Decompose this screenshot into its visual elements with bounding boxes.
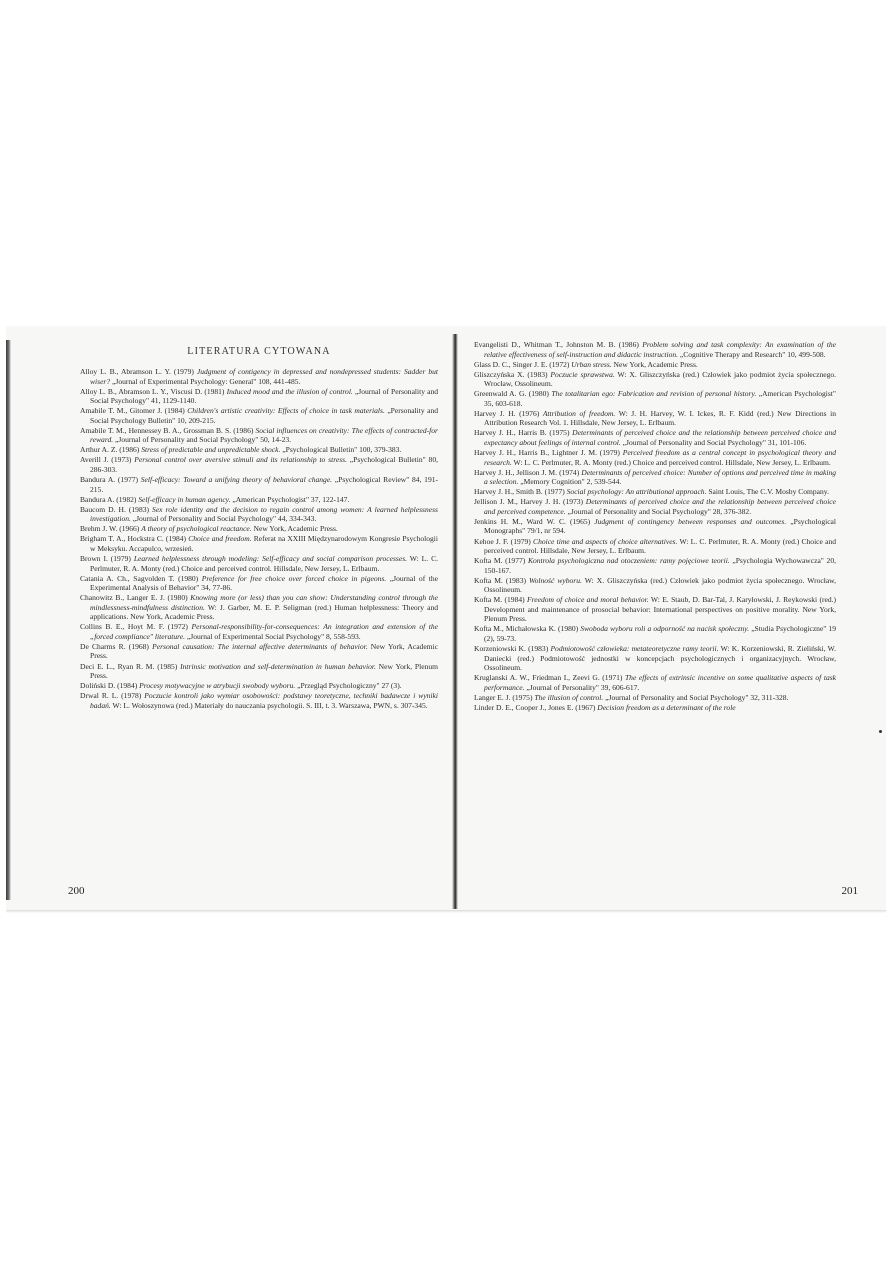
reference-author: Harvey J. H. (1976) <box>474 408 543 418</box>
reference-title: The illusion of control. <box>534 692 604 702</box>
reference-title: Self-efficacy: Toward a unifying theory of behavioral change. <box>140 475 333 485</box>
reference-entry <box>80 475 438 494</box>
reference-entry <box>80 367 438 386</box>
reference-source: W: K. Korzeniowski, R. Zieliński, W. Daniecki (red.) Podmiotowość jednostki w koncepcjach psychologicznych i organizacyjnych. Wrocław, Ossolineum. <box>484 644 836 672</box>
reference-entry <box>474 576 836 595</box>
reference-author: Glass D. C., Singer J. E. (1972) <box>474 359 572 369</box>
reference-author: Gliszczyńska X. (1983) <box>474 369 551 379</box>
reference-entry <box>80 524 438 534</box>
reference-author: Kehoe J. F. (1979) <box>474 536 534 546</box>
reference-author: Doliński D. (1984) <box>80 681 140 691</box>
reference-source: W: L. C. Perlmuter, R. A. Monty (red.) Choice and perceived control. Hillsdale, New Jersey, L. Erlbaum. <box>511 457 831 467</box>
reference-entry <box>474 703 836 713</box>
reference-author: Drwal R. L. (1978) <box>80 691 145 701</box>
reference-entry <box>80 426 438 445</box>
reference-source: New York, Plenum Press. <box>90 661 438 680</box>
reference-entry <box>80 495 438 505</box>
reference-entry <box>80 662 438 681</box>
page-heading: LITERATURA CYTOWANA <box>187 346 331 357</box>
reference-author: Baucom D. H. (1983) <box>80 504 153 514</box>
reference-entry <box>474 428 836 447</box>
reference-author: Kofta M., Michałowska K. (1980) <box>474 624 581 634</box>
reference-entry <box>474 487 836 497</box>
reference-title: Urban stress. <box>571 359 612 369</box>
reference-title: The effects of extrinsic incentive on some qualitative aspects of task performance. <box>484 673 837 692</box>
reference-title: Wolność wyboru. <box>529 575 582 585</box>
reference-title: Intrinsic motivation and self-determination in human behavior. <box>180 661 376 671</box>
reference-source: W: J. H. Harvey, W. I. Ickes, R. F. Kidd (red.) New Directions in Attribution Research Vol. 1. Hillsdale, New Jersey, L. Erlbaum. <box>484 408 836 428</box>
reference-source: W: L. Wołoszynowa (red.) Materiały do nauczania psychologii. S. III, t. 3. Warszawa, PWN, s. 307-345. <box>110 700 428 710</box>
reference-entry <box>474 497 836 516</box>
reference-title: Poczucie sprawstwa. <box>550 369 615 379</box>
reference-source: „Personality and Social Psychology Bulletin" 10, 209-215. <box>90 406 439 425</box>
reference-title: Induced mood and the illusion of control. <box>226 386 353 396</box>
reference-source: „Journal of Experimental Psychology: General" 108, 441-485. <box>110 376 301 386</box>
reference-source: „Psychological Bulletin" 80, 286-303. <box>90 455 438 474</box>
reference-title: Problem solving and task complexity: An examination of the relative effectiveness of self-instruction and didactic instruction. <box>484 340 836 359</box>
reference-author: Alloy L. B., Abramson L. Y., Viscusi D. (1981) <box>80 386 227 396</box>
reference-source: „American Psychologist" 35, 603-618. <box>484 389 836 408</box>
reference-entry <box>474 537 836 556</box>
reference-source: „Journal of Personality and Social Psychology" 32, 311-328. <box>603 692 789 702</box>
reference-source: „Studia Psychologiczne" 19 (2), 59-73. <box>484 624 837 643</box>
reference-author: Harvey J. H., Smith B. (1977) <box>474 487 567 497</box>
reference-title: Personal causation: The internal affective determinants of behavior. <box>152 641 368 651</box>
reference-source: „Journal of Personality and Social Psychology" 44, 334-343. <box>130 514 317 524</box>
reference-entry <box>474 360 836 370</box>
reference-author: Jellison J. M., Harvey J. H. (1973) <box>474 497 586 507</box>
reference-entry <box>80 387 438 406</box>
reference-title: Preference for free choice over forced choice in pigeons. <box>201 573 387 583</box>
reference-entry <box>474 468 836 487</box>
reference-entry <box>474 556 836 575</box>
reference-author: Bandura A. (1977) <box>80 475 141 485</box>
reference-title: Freedom of choice and moral behavior. <box>527 595 649 605</box>
reference-author: Bandura A. (1982) <box>80 494 139 504</box>
reference-author: Jenkins H. M., Ward W. C. (1965) <box>474 516 595 526</box>
reference-title: Self-efficacy in human agency. <box>138 494 231 504</box>
reference-author: Harvey J. H., Jellison J. M. (1974) <box>474 467 582 477</box>
reference-entry <box>80 505 438 524</box>
reference-list <box>474 340 836 712</box>
reference-author: Deci E. L., Ryan R. M. (1985) <box>80 661 181 671</box>
reference-author: Korzeniowski K. (1983) <box>474 644 551 653</box>
reference-author: Chanowitz B., Langer E. J. (1980) <box>80 593 191 603</box>
reference-title: Procesy motywacyjne w atrybucji swobody wyboru. <box>139 681 296 691</box>
reference-entry <box>474 389 836 408</box>
reference-author: Kruglanski A. W., Friedman I., Zeevi G. (1971) <box>474 673 625 683</box>
reference-title: Choice time and aspects of choice alternatives. <box>533 536 678 546</box>
reference-source: „Journal of Personality and Social Psychology" 31, 101-106. <box>620 437 807 447</box>
reference-entry <box>474 517 836 536</box>
reference-source: New York, Academic Press. <box>611 359 698 369</box>
reference-entry <box>474 693 836 703</box>
reference-title: Decision freedom as a determinant of the role <box>597 702 736 712</box>
reference-title: Judgment of contigency in depressed and nondepressed students: Sadder but wiser? <box>90 367 438 386</box>
reference-entry <box>80 445 438 455</box>
reference-title: Perceived freedom as a central concept in psychological theory and research. <box>484 448 836 467</box>
right-page <box>474 326 858 911</box>
reference-entry <box>474 624 836 643</box>
reference-title: Sex role identity and the decision to regain control among women: A learned helplessness investigation. <box>90 504 438 524</box>
binding-shadow <box>6 340 11 900</box>
reference-author: De Charms R. (1968) <box>80 641 153 651</box>
reference-entry <box>474 595 836 624</box>
reference-author: Averill J. (1973) <box>80 455 135 465</box>
reference-entry <box>474 644 836 673</box>
reference-title: Social psychology: An attributional approach. <box>566 487 707 497</box>
reference-source: W: X. Gliszczyńska (red.) Człowiek jako podmiot życia społecznego. Wrocław, Ossolineum. <box>484 369 836 389</box>
reference-author: Harvey J. H., Harris B. (1975) <box>474 428 573 438</box>
reference-source: New York, Academic Press. <box>251 524 338 534</box>
book-spread <box>6 326 886 911</box>
reference-entry <box>80 534 438 553</box>
reference-source: „American Psychologist" 37, 122-147. <box>230 494 350 504</box>
reference-title: The totalitarian ego: Fabrication and revision of personal history. <box>551 389 757 399</box>
reference-author: Harvey J. H., Harris B., Lightner J. M. (1979) <box>474 448 623 458</box>
reference-source: „Memory Cognition" 2, 539-544. <box>518 477 622 487</box>
reference-title: Poczucie kontroli jako wymiar osobowości: podstawy teoretyczne, techniki badawcze i wyniki badań. <box>90 691 438 710</box>
reference-entry <box>474 340 836 359</box>
reference-title: Judgment of contingency between responses and outcomes. <box>594 516 787 526</box>
reference-title: Personal control over aversive stimuli and its relationship to stress. <box>134 455 347 465</box>
reference-entry <box>80 681 438 691</box>
reference-title: Podmiotowość człowieka: metateoretyczne ramy teorii. <box>550 644 719 653</box>
reference-entry <box>80 642 438 661</box>
reference-source: „Journal of Personality and Social Psychology" 41, 1129-1140. <box>90 386 438 406</box>
reference-title: Learned helplessness through modeling: Self-efficacy and social comparison processes. <box>133 554 408 564</box>
reference-title: Kontrola psychologiczna nad otoczeniem: ramy pojęciowe teorii. <box>527 556 730 566</box>
reference-entry <box>474 409 836 428</box>
reference-title: Determinants of perceived choice and the relationship between perceived choice and perceived competence. <box>484 497 836 516</box>
reference-entry <box>474 673 836 692</box>
reference-source: „Psychologia Wychowawcza" 20, 150-167. <box>484 556 836 575</box>
reference-source: „Psychological Review" 84, 191-215. <box>90 475 439 494</box>
reference-source: „Przegląd Psychologiczny" 27 (3). <box>295 681 402 691</box>
reference-list <box>80 367 438 710</box>
reference-author: Brown I. (1979) <box>80 554 134 564</box>
reference-source: „Journal of Personality and Social Psychology" 50, 14-23. <box>113 435 292 445</box>
reference-author: Greenwald A. G. (1980) <box>474 389 552 399</box>
reference-title: Swoboda wyboru roli a odporność na nacisk społeczny. <box>580 624 750 634</box>
reference-source: „Psychological Bulletin" 100, 379-383. <box>280 445 402 455</box>
reference-source: Referat na XXIII Międzynarodowym Kongresie Psychologii w Meksyku. Accapulco, wrzesień. <box>90 534 439 553</box>
reference-source: W: L. C. Perlmuter, R. A. Monty (red.) Choice and perceived control. Hillsdale, New Jersey, L. Erlbaum. <box>484 536 836 556</box>
reference-title: Children's artistic creativity: Effects of choice in task materials. <box>187 406 385 416</box>
reference-source: „Cognitive Therapy and Research" 10, 499-508. <box>678 349 826 359</box>
reference-source: W: E. Staub, D. Bar-Tal, J. Karyłowski, J. Reykowski (red.) Development and maintenance of prosocial behavior: International perspectives on positive morality. New York, Plenum Press. <box>484 595 837 624</box>
reference-author: Catania A. Ch., Sagvolden T. (1980) <box>80 573 202 583</box>
reference-source: W: X. Gliszczyńska (red.) Człowiek jako podmiot życia społecznego. Wrocław, Ossolineum. <box>484 575 837 595</box>
reference-source: Saint Louis, The C.V. Mosby Company. <box>706 487 829 497</box>
reference-title: Social influences on creativity: The effects of contracted-for reward. <box>90 425 438 445</box>
reference-title: Stress of predictable and unpredictable shock. <box>141 445 281 455</box>
reference-author: Amabile T. M., Gitomer J. (1984) <box>80 406 188 416</box>
reference-author: Amabile T. M., Hennessey B. A., Grossman B. S. (1986) <box>80 425 256 435</box>
reference-author: Brehm J. W. (1966) <box>80 524 142 534</box>
reference-author: Arthur A. Z. (1986) <box>80 445 142 455</box>
reference-author: Langer E. J. (1975) <box>474 692 535 702</box>
reference-entry <box>80 593 438 622</box>
reference-source: „Journal of Personality" 39, 606-617. <box>524 682 640 692</box>
reference-author: Linder D. E., Cooper J., Jones E. (1967) <box>474 702 598 712</box>
reference-entry <box>80 574 438 593</box>
reference-title: Determinants of perceived choice: Number of options and perceived time in making a selection. <box>484 467 836 487</box>
reference-entry <box>80 455 438 474</box>
page-number: 200 <box>68 885 85 897</box>
reference-author: Kofta M. (1984) <box>474 595 528 605</box>
reference-author: Brigham T. A., Hockstra C. (1984) <box>80 534 189 544</box>
reference-source: W: L. C. Perlmuter, R. A. Monty (red.) Choice and perceived control. Hillsdale, New Jersey, L. Erlbaum. <box>90 554 438 573</box>
page-number: 201 <box>841 885 858 897</box>
reference-entry <box>474 370 836 389</box>
reference-title: Choice and freedom. <box>188 534 252 544</box>
gutter-shadow <box>452 334 458 909</box>
reference-author: Kofta M. (1977) <box>474 556 528 566</box>
reference-entry <box>80 622 438 641</box>
reference-author: Kofta M. (1983) <box>474 575 530 585</box>
reference-title: Determinants of perceived choice and the relationship between perceived choice and expectancy about feelings of internal control. <box>484 428 836 447</box>
reference-entry <box>474 448 836 467</box>
scan-speck <box>879 730 882 733</box>
reference-entry <box>80 406 438 425</box>
reference-entry <box>80 691 438 710</box>
reference-source: „Journal of Experimental Social Psychology" 8, 558-593. <box>185 631 361 641</box>
reference-author: Evangelisti D., Whitman T., Johnston M. B. (1986) <box>474 340 643 349</box>
reference-title: Personal-responsibility-for-consequences: An integration and extension of the „forced compliance" literature. <box>90 622 438 641</box>
reference-source: „Journal of the Experimental Analysis of Behavior" 34, 77-86. <box>90 573 438 593</box>
reference-author: Collins B. E., Hoyt M. F. (1972) <box>80 622 192 632</box>
reference-source: W: J. Garber, M. E. P. Seligman (red.) Human helplessness: Theory and applications. New York, Academic Press. <box>90 602 438 622</box>
reference-author: Alloy L. B., Abramson L. Y. (1979) <box>80 367 197 376</box>
reference-title: Knowing more (or less) than you can show: Understanding control through the mindlessness-mindfulness distinction. <box>90 593 439 612</box>
reference-title: A theory of psychological reactance. <box>141 524 252 534</box>
reference-source: „Journal of Personality and Social Psychology" 28, 376-382. <box>565 506 752 516</box>
left-page <box>68 326 439 911</box>
reference-title: Attribution of freedom. <box>542 408 616 418</box>
reference-source: „Psychological Monographs" 79/1, nr 594. <box>484 516 836 536</box>
reference-source: New York, Academic Press. <box>90 641 439 661</box>
reference-entry <box>80 554 438 573</box>
